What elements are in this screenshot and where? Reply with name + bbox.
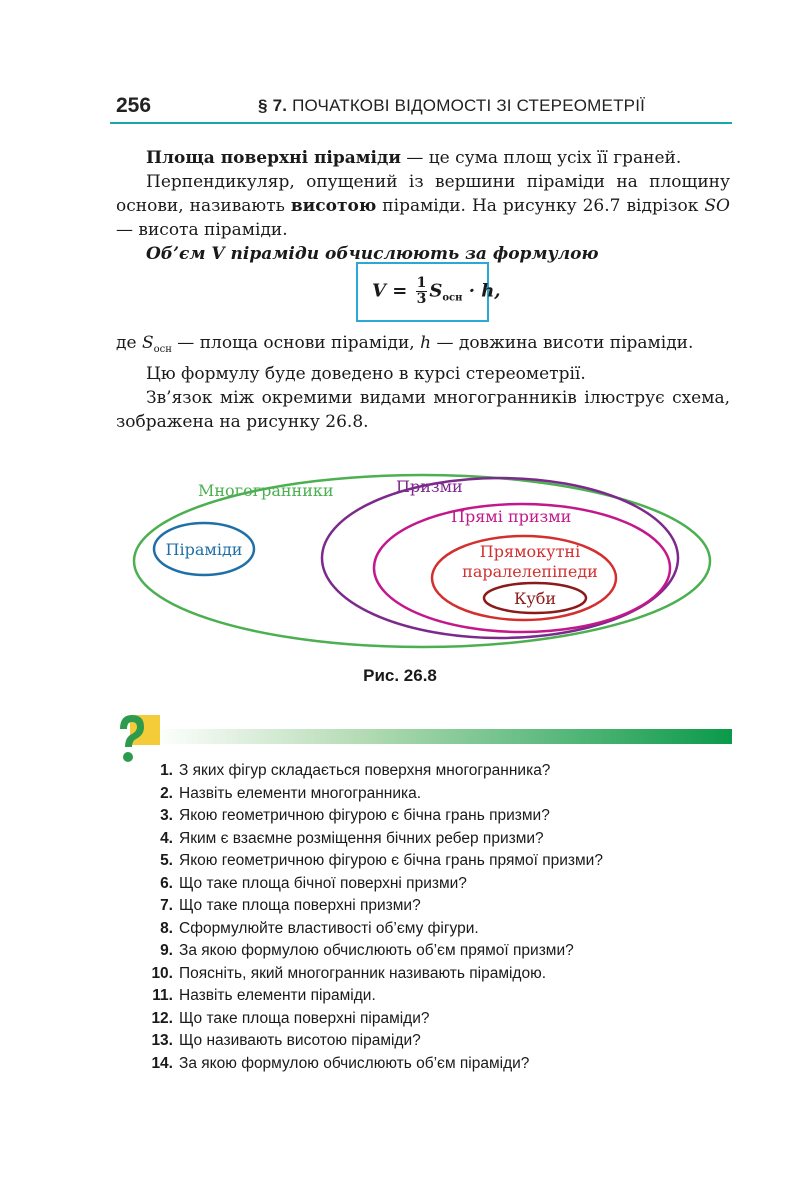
- figure-caption: Рис. 26.8: [363, 666, 437, 685]
- page-number: 256: [116, 94, 152, 117]
- label-prisms: Призми: [396, 477, 463, 496]
- formula-eq: =: [385, 280, 414, 302]
- question-text: Що таке площа поверхні піраміди?: [179, 1009, 430, 1027]
- question-number: 6.: [160, 874, 173, 892]
- questions-band: [114, 713, 734, 765]
- volume-intro-text: Об’єм V піраміди обчислюють за формулою: [146, 244, 599, 264]
- questions-band-bar: [154, 729, 732, 744]
- paragraph-height: [116, 170, 730, 242]
- question-item: [140, 918, 603, 941]
- question-number: 9.: [160, 942, 173, 959]
- question-item: [140, 963, 603, 986]
- section-mark: § 7.: [258, 96, 288, 115]
- formula-s-subscript: осн: [442, 292, 463, 304]
- question-item: [140, 828, 603, 851]
- question-number: 1.: [160, 762, 173, 779]
- volume-formula: [372, 276, 501, 307]
- segment-so: SO: [704, 196, 730, 216]
- question-number: 3.: [160, 807, 173, 824]
- question-number: 2.: [160, 784, 173, 802]
- review-questions: [140, 760, 603, 1075]
- question-text: Назвіть елементи піраміди.: [179, 987, 376, 1004]
- term-surface-area: Площа поверхні піраміди: [146, 148, 401, 168]
- paragraph-text: піраміди. На рисунку 26.7 відрізок: [376, 196, 705, 216]
- formula-fraction: [416, 276, 428, 307]
- question-text: Назвіть елементи многогранника.: [179, 784, 422, 802]
- paragraph-text: де: [116, 333, 142, 353]
- question-item: [140, 1053, 603, 1076]
- question-item: [140, 1008, 603, 1031]
- question-item: [140, 1030, 603, 1053]
- paragraph-text: Перпендикуляр, опущений із вершини піраміди на площину основи, називають: [116, 172, 730, 216]
- label-cubes: Куби: [513, 589, 557, 608]
- fraction-numerator: 1: [416, 275, 427, 291]
- paragraph-proof-note: Цю формулу буде доведено в курсі стереометрії.: [146, 364, 586, 384]
- question-text: За якою формулою обчислюють об’єм піраміди?: [179, 1054, 530, 1072]
- var-s: S: [141, 333, 154, 353]
- question-item: [140, 895, 603, 918]
- question-number: 7.: [160, 897, 173, 914]
- fraction-denominator: 3: [416, 291, 427, 307]
- question-number: 8.: [160, 919, 173, 937]
- paragraph-text: — це сума площ усіх її граней.: [400, 148, 682, 168]
- question-item: [140, 940, 603, 963]
- question-text: Що таке площа бічної поверхні призми?: [179, 874, 467, 892]
- question-number: 13.: [151, 1032, 173, 1049]
- section-title: ПОЧАТКОВІ ВІДОМОСТІ ЗІ СТЕРЕОМЕТРІЇ: [292, 96, 646, 115]
- question-number: 4.: [160, 829, 173, 847]
- paragraph-diagram-intro: Зв’язок між окремими видами многогранників ілюструє схема, зображена на рисунку 26.8.: [116, 388, 730, 432]
- formula-s: S: [429, 280, 443, 302]
- var-h: h: [420, 333, 432, 353]
- header-rule: [110, 122, 732, 124]
- question-text: Поясніть, який многогранник називають пірамідою.: [179, 964, 547, 982]
- paragraph-text: — висота піраміди.: [116, 220, 288, 240]
- question-text: З яких фігур складається поверхня многогранника?: [179, 762, 551, 779]
- formula-v: V: [372, 280, 386, 302]
- question-text: Що таке площа поверхні призми?: [179, 897, 421, 914]
- question-text: Сформулюйте властивості об’єму фігури.: [179, 919, 479, 937]
- question-number: 10.: [151, 964, 173, 982]
- label-rectangular-line2: паралелепіпеди: [462, 562, 598, 581]
- running-head: [258, 96, 645, 116]
- term-height: висотою: [290, 196, 377, 216]
- question-item: [140, 783, 603, 806]
- question-text: Якою геометричною фігурою є бічна грань призми?: [179, 807, 550, 824]
- paragraph-text: — довжина висоти піраміди.: [431, 333, 694, 353]
- question-number: 5.: [160, 852, 173, 869]
- label-rectangular-line1: Прямокутні: [479, 542, 581, 561]
- question-text: За якою формулою обчислюють об’єм прямої призми?: [179, 942, 574, 959]
- question-item: [140, 760, 603, 783]
- question-number: 14.: [151, 1054, 173, 1072]
- polyhedra-diagram: [130, 460, 720, 650]
- formula-box: [356, 262, 501, 322]
- paragraph-surface-area: [116, 146, 730, 170]
- question-text: Що називають висотою піраміди?: [179, 1032, 421, 1049]
- label-right-prisms: Прямі призми: [451, 507, 572, 526]
- question-item: [140, 805, 603, 828]
- label-pyramids: Піраміди: [165, 540, 243, 559]
- question-item: [140, 850, 603, 873]
- question-item: [140, 985, 603, 1008]
- question-number: 12.: [151, 1009, 173, 1027]
- question-item: [140, 873, 603, 896]
- question-text: Якою геометричною фігурою є бічна грань прямої призми?: [179, 852, 603, 869]
- question-number: 11.: [152, 987, 173, 1004]
- paragraph-text: — площа основи піраміди,: [171, 333, 421, 353]
- var-s-subscript: осн: [153, 344, 172, 355]
- body-text: [116, 146, 730, 266]
- paragraph-formula-explanation: [116, 331, 730, 362]
- body-text-2: [116, 331, 730, 434]
- formula-h: · h,: [462, 280, 501, 302]
- label-polyhedra: Многогранники: [198, 481, 334, 500]
- question-text: Яким є взаємне розміщення бічних ребер призми?: [179, 829, 544, 847]
